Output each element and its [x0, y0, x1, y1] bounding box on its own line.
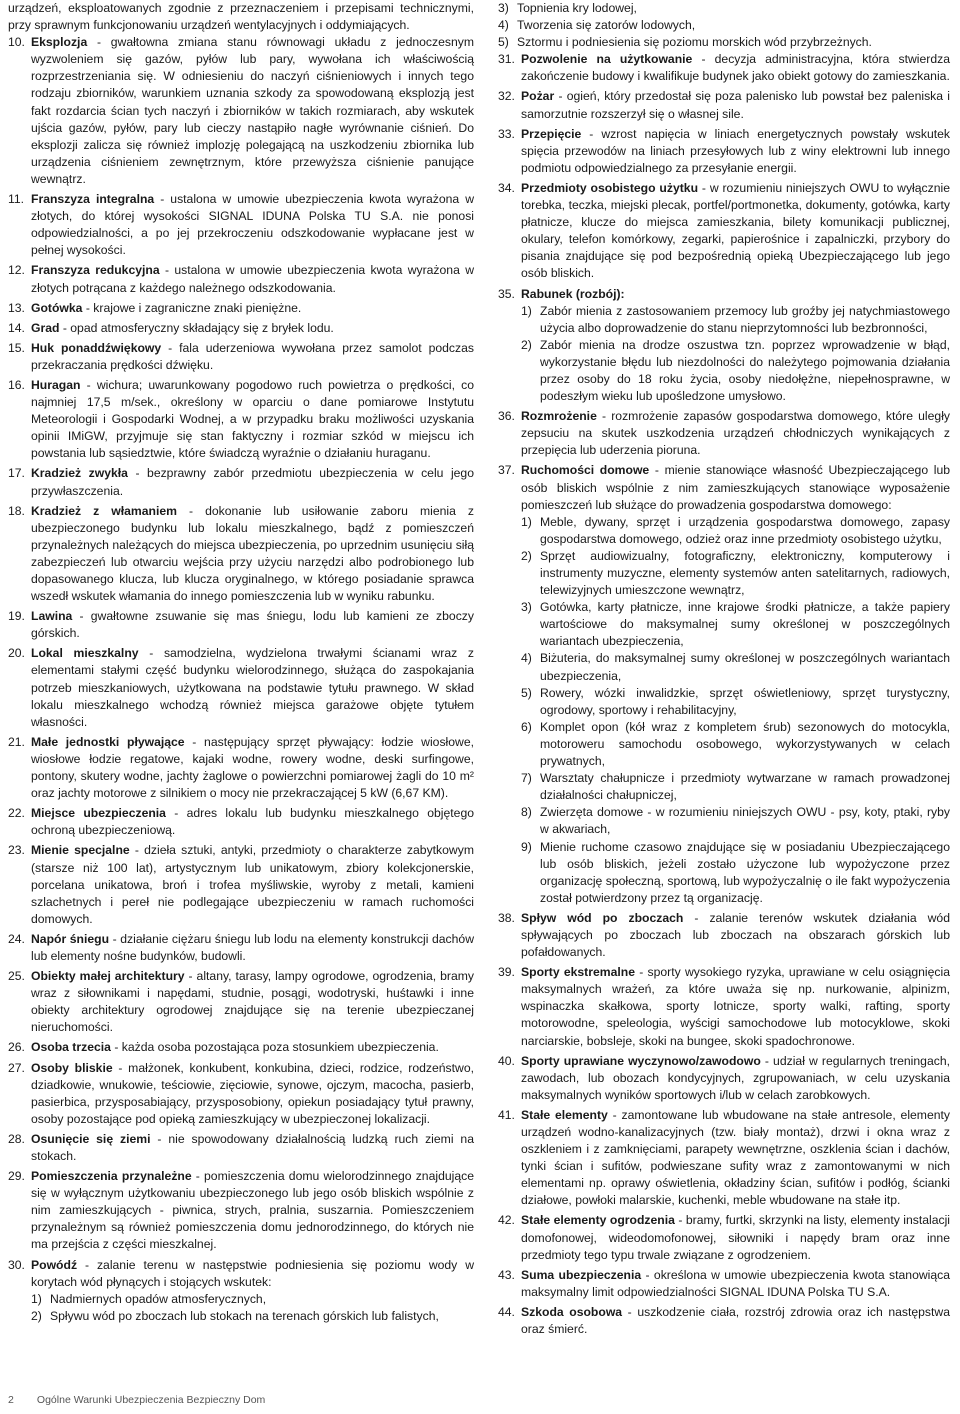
- definition-item: [8, 734, 474, 802]
- definition-number: 11.: [8, 192, 25, 207]
- definition-item: [498, 910, 950, 961]
- sublist-item-number: 8): [521, 805, 532, 820]
- definition-term: Sporty ekstremalne: [521, 965, 635, 980]
- definition-text: - zalanie terenów wskutek działania wód spływających po zboczach lub zboczach na obszarach górskich lub pofałdowanych.: [521, 910, 950, 960]
- definition-number: 44.: [498, 1304, 515, 1319]
- sublist-item: [521, 685, 950, 719]
- definition-term: Przedmioty osobistego użytku: [521, 180, 699, 195]
- definition-item: [498, 1212, 950, 1263]
- definition-item: [8, 34, 474, 188]
- definition-number: 40.: [498, 1053, 515, 1068]
- definition-term: Spływ wód po zboczach: [521, 910, 684, 925]
- sublist-item-text: Komplet opon (kół wraz z kompletem śrub) sezonowych do motocykla, motoroweru samochodu osobowego, wykorzystywanych w celach prywatnych,: [540, 719, 950, 769]
- sublist-item: [521, 770, 950, 804]
- definition-number: 32.: [498, 89, 515, 104]
- definition-term: Osoba trzecia: [31, 1040, 111, 1055]
- definition-item: [498, 1053, 950, 1104]
- sublist-item-number: 7): [521, 771, 532, 786]
- sublist-item-number: 9): [521, 839, 532, 854]
- definition-term: Stałe elementy: [521, 1107, 608, 1122]
- definition-item: [8, 320, 474, 337]
- right-definitions-list: [498, 51, 950, 1338]
- sublist-item-text: Gotówka, karty płatnicze, inne krajowe środki płatnicze, a także papiery wartościowe do maksymalnej sumy określonej w poszczególnych wariantach ubezpieczenia,: [540, 600, 950, 649]
- definition-text: - samodzielna, wydzielona trwałymi ścianami wraz z elementami stałymi część budynku wielorodzinnego, służąca do zaspokajania potrzeb mieszkaniowych, użytkowana na podstawie tytułu prawnego. W skład lokalu mieszkalnego wchodzą również miejsca garażowe objęte tytułem własności.: [31, 646, 474, 729]
- definition-number: 38.: [498, 910, 515, 925]
- definition-number: 10.: [8, 35, 25, 50]
- sublist-item-text: Zabór mienia na drodze oszustwa tzn. poprzez wprowadzenie w błąd, wykorzystanie błędu lub niezdolności do należytego pojmowania działania przez osoby do 18 roku życia, osoby niedołężne, niepełnosprawne, w podeszłym wieku lub upośledzone umysłowo.: [540, 337, 950, 404]
- definition-text: - sporty wysokiego ryzyka, uprawiane w celu osiągnięcia maksymalnych wrażeń, za które uważa się np. nurkowanie, alpinizm, wspinaczka skałkowa, sporty lotnicze, sporty walki, rafting, sporty motorowodne, speleologia, wyścigi samochodowe lub motocyklowe, skoki narciarskie, bobsleje, skoki na bungee, skoki spadochronowe.: [521, 965, 951, 1048]
- definition-text: - w rozumieniu niniejszych OWU to wyłącznie torebka, teczka, miejski plecak, portfel/portmonetka, dokumenty, gotówka, karty płatnicze, klucze do miejsca zamieszkania, bilety komunikacji publicznej, okulary, telefon komórkowy, zegarki, papierośnice i zapalniczki, przybory do pisania znajdujące się pod bezpośrednią opieką Ubezpieczającego lub jego osób bliskich.: [521, 180, 950, 281]
- definition-item: [498, 1107, 950, 1210]
- definition-item: [8, 300, 474, 317]
- definition-text: - gwałtowna zmiana stanu równowagi układu z jednoczesnym wyzwoleniem się gazów, pyłów lub pary, wywołana ich właściwością rozprzestrzeniania się. W odniesieniu do naczyń ciśnieniowych i innych tego rodzaju zbiorników, warunkiem uznania szkody za spowodowaną eksplozją jest fakt rozdarcia ścian tych naczyń i zbiorników w takich rozmiarach, aby wskutek ujścia gazów, pyłów, pary lub cieczy nastąpiło nagłe wyrównanie ciśnień. Do eksplozji zalicza się również implozję polegającą na uszkodzeniu zbiornika lub urządzenia ciśnieniem zewnętrznym, które przewyższa ciśnienie panujące wewnątrz.: [31, 35, 474, 186]
- sublist-item-text: Meble, dywany, sprzęt i urządzenia gospodarstwa domowego, zapasy gospodarstwa domowego, odzież oraz inne przedmioty osobistego użytku,: [540, 514, 950, 546]
- definition-item: [8, 1060, 474, 1128]
- definition-number: 20.: [8, 646, 25, 661]
- definition-term: Pozwolenie na użytkowanie: [521, 52, 693, 67]
- definition-term: Eksplozja: [31, 35, 88, 50]
- definition-sublist: [521, 514, 950, 907]
- definition-text: - nie spowodowany działalnością ludzką ruch ziemi na stokach.: [31, 1131, 474, 1163]
- definition-text: - następujący sprzęt pływający: łodzie wiosłowe, wiosłowe łodzie regatowe, kajaki wodne, rowery wodne, deski surfingowe, pontony, skutery wodne, jachty żaglowe o powierzchni pomiarowej żagli do 10 m² oraz jachty motorowe z silnikiem o mocy nie przekraczającej 5 kW (6,67 KM).: [31, 734, 474, 801]
- definition-item: [8, 931, 474, 965]
- sublist-item-number: 1): [521, 303, 532, 318]
- definition-text: - altany, tarasy, lampy ogrodowe, ogrodzenia, bramy wraz z siłownikami i napędami, studnie, posągi, wodotryski, huśtawki i inne obiekty architektury ogrodowej znajdujące się na terenie ubezpieczanej nieruchomości.: [31, 969, 474, 1035]
- definition-term: Miejsce ubezpieczenia: [31, 806, 166, 821]
- definition-text: - ustalona w umowie ubezpieczenia kwota wyrażona w złotych, do której wysokości SIGNAL IDUNA Polska TU S.A. nie ponosi odpowiedzialności, a po jej przekroczeniu odszkodowanie wypłacane jest w pełnej wysokości.: [31, 192, 475, 258]
- definition-term: Pomieszczenia przynależne: [31, 1169, 192, 1184]
- definition-term: Lokal mieszkalny: [31, 646, 139, 661]
- definition-item: [8, 842, 474, 927]
- definition-term: Suma ubezpieczenia: [521, 1267, 642, 1282]
- definition-text: - ogień, który przedostał się poza palenisko lub powstał bez paleniska i samorzutnie rozszerzył się o własnej sile.: [521, 89, 950, 121]
- sublist-item-text: Rowery, wózki inwalidzkie, sprzęt oświetleniowy, sprzęt turystyczny, ogrodowy, sportowy i rehabilitacyjny,: [540, 685, 950, 717]
- sublist-item: [521, 599, 950, 650]
- sublist-item: [521, 548, 950, 599]
- definition-text: - każda osoba pozostająca poza stosunkiem ubezpieczenia.: [110, 1040, 439, 1055]
- definition-term: Obiekty małej architektury: [31, 969, 185, 984]
- sublist-item: [521, 303, 950, 337]
- definition-text: - działanie ciężaru śniegu lub lodu na elementy konstrukcji dachów lub elementy nośne budynków, budowli.: [31, 931, 475, 963]
- definition-term: Szkoda osobowa: [521, 1304, 623, 1319]
- definition-number: 28.: [8, 1131, 25, 1146]
- definition-text: - bezprawny zabór przedmiotu ubezpieczenia w celu jego przywłaszczenia.: [31, 466, 474, 498]
- sublist-item-text: Sztormu i podniesienia się poziomu morskich wód przybrzeżnych.: [517, 35, 872, 50]
- definition-number: 41.: [498, 1107, 515, 1122]
- definition-item: [8, 377, 474, 462]
- definition-number: 30.: [8, 1257, 25, 1272]
- definition-number: 36.: [498, 409, 515, 424]
- definition-number: 25.: [8, 969, 25, 984]
- definition-term: Huragan: [31, 377, 81, 392]
- page-footer: [8, 1394, 265, 1406]
- definition-term: Kradzież zwykła: [31, 466, 128, 481]
- definition-text: - adres lokalu lub budynku mieszkalnego objętego ochroną ubezpieczeniową.: [31, 806, 474, 838]
- definition-term: Rozmrożenie: [521, 409, 597, 424]
- definition-term: Przepięcie: [521, 126, 582, 141]
- definition-number: 17.: [8, 466, 25, 481]
- sublist-item: [498, 17, 950, 34]
- definition-term: Huk ponaddźwiękowy: [31, 340, 162, 355]
- definition-item: [498, 1267, 950, 1301]
- sublist-item: [521, 804, 950, 838]
- sublist-item-text: Zabór mienia z zastosowaniem przemocy lub groźby jej natychmiastowego użycia albo doprowadzenie do stanu nieprzytomności lub bezbronności,: [540, 303, 950, 335]
- definition-number: 33.: [498, 126, 515, 141]
- sublist-item-text: Nadmiernych opadów atmosferycznych,: [50, 1291, 267, 1306]
- definition-text: - fala uderzeniowa wywołana przez samolot podczas przekraczania prędkości dźwięku.: [31, 340, 474, 372]
- definition-sublist: [31, 1291, 474, 1325]
- definition-text: - krajowe i zagraniczne znaki pieniężne.: [82, 300, 302, 315]
- sublist-item-number: 5): [521, 685, 532, 700]
- sublist-item: [521, 337, 950, 405]
- definition-item: [498, 88, 950, 122]
- sublist-item-text: Topnienia kry lodowej,: [517, 1, 637, 15]
- definition-item: [498, 462, 950, 906]
- definition-number: 16.: [8, 377, 25, 392]
- definition-number: 22.: [8, 806, 25, 821]
- definition-text: - gwałtowne zsuwanie się mas śniegu, lodu lub kamieni ze zboczy górskich.: [31, 609, 474, 641]
- definition-item: [498, 286, 950, 406]
- definition-number: 35.: [498, 286, 515, 301]
- definition-text: - zalanie terenu w następstwie podniesienia się poziomu wody w korytach wód płynących i stojących wskutek:: [31, 1257, 474, 1289]
- definition-term: Gotówka: [31, 300, 83, 315]
- definition-item: [8, 262, 474, 296]
- definition-term: Ruchomości domowe: [521, 463, 650, 478]
- continued-paragraph: urządzeń, eksploatowanych zgodnie z przeznaczeniem i przepisami technicznymi, przy sprawnym funkcjonowaniu urządzeń wentylacyjnych i oddymiających.: [8, 1, 474, 33]
- sublist-item-text: Tworzenia się zatorów lodowych,: [517, 18, 696, 33]
- definition-term: Napór śniegu: [31, 931, 110, 946]
- definition-number: 27.: [8, 1060, 25, 1075]
- definition-item: [8, 805, 474, 839]
- definition-item: [8, 1168, 474, 1253]
- sublist-item-text: Mienie ruchome czasowo znajdujące się w posiadaniu Ubezpieczającego lub osób bliskich, jeżeli zostało użyczone lub wypożyczone przez organizację społeczną, sportową, lub wypożyczalnię o ile fakt wypożyczenia został potwierdzony przez tą organizację.: [540, 839, 950, 905]
- sublist-item-number: 3): [521, 600, 532, 615]
- definition-number: 12.: [8, 263, 25, 278]
- left-definitions-list: [8, 34, 474, 1325]
- sublist-item: [521, 719, 950, 770]
- definition-item: [498, 126, 950, 177]
- definition-item: [498, 180, 950, 283]
- definition-text: - małżonek, konkubent, konkubina, dzieci, rodzice, rodzeństwo, dziadkowie, wnukowie, teściowie, zięciowie, synowe, ojczym, macocha, pasierb, pasierbica, przysposabiający, przysposobiony, opiekun posiadający tytuł prawny, osoby pozostające pod opieką zamieszkujący w ubezpieczonej lokalizacji.: [31, 1060, 474, 1126]
- right-column: [498, 0, 950, 1338]
- definition-term: Małe jednostki pływające: [31, 734, 185, 749]
- definition-text: - zamontowane lub wbudowane na stałe antresole, elementy urządzeń wodno-kanalizacyjnych (tzw. biały montaż), drzwi i okna wraz z oszkleniem i z zamknięciami, parapety wewnętrzne, oszklenia ścian i dachów, tynki ścian i sufitów, podwieszane sufity wraz z zamontowanymi w nich elementami np. oprawy oświetlenia, okładziny ścian, sufitów i podłóg, ścianki działowe, powłoki malarskie, kuchenki, meble wbudowane na stałe itp.: [521, 1107, 950, 1208]
- sublist-item-number: 6): [521, 719, 532, 734]
- sublist-item-text: Zwierzęta domowe - w rozumieniu niniejszych OWU - psy, koty, ptaki, ryby w akwariach,: [540, 805, 950, 837]
- sublist-item-number: 5): [498, 35, 509, 50]
- definition-term: Osunięcie się ziemi: [31, 1131, 151, 1146]
- definition-term: Powódź: [31, 1257, 78, 1272]
- sublist-item-text: Spływu wód po zboczach lub stokach na terenach górskich lub falistych,: [50, 1308, 439, 1323]
- sublist-item-number: 3): [498, 1, 509, 15]
- definition-number: 29.: [8, 1169, 25, 1184]
- definition-term: Franszyza redukcyjna: [31, 263, 160, 278]
- definition-text: - bramy, furtki, skrzynki na listy, elementy instalacji domofonowej, wideodomofonowej, siłowniki i napędy bram oraz inne przedmioty tego typu trwale związane z ogrodzeniem.: [521, 1213, 950, 1262]
- sublist-item: [521, 839, 950, 907]
- definition-item: [498, 1304, 950, 1338]
- definition-text: - określona w umowie ubezpieczenia kwota stanowiąca maksymalny limit odpowiedzialności SIGNAL IDUNA Polska TU S.A.: [521, 1267, 951, 1299]
- definition-number: 13.: [8, 300, 25, 315]
- definition-number: 34.: [498, 180, 515, 195]
- sublist-item: [521, 650, 950, 684]
- sublist-item-number: 2): [521, 548, 532, 563]
- sublist-item: [31, 1308, 474, 1325]
- definition-text: - opad atmosferyczny składający się z bryłek lodu.: [59, 320, 334, 335]
- definition-text: - udział w regularnych treningach, zawodach, lub obozach kondycyjnych, zgrupowaniach, w celu uzyskania maksymalnych wyników sportowych i/lub w celach zarobkowych.: [521, 1053, 950, 1102]
- definition-term: Stałe elementy ogrodzenia: [521, 1213, 675, 1228]
- definition-text: - rozmrożenie zapasów gospodarstwa domowego, które uległy zepsuciu na skutek uszkodzenia urządzeń chłodniczych wynikających z przepięcia lub uderzenia pioruna.: [521, 409, 950, 458]
- definition-text: - uszkodzenie ciała, rozstrój zdrowia oraz ich następstwa oraz śmierć.: [521, 1304, 950, 1337]
- definition-item: [8, 191, 474, 259]
- definition-number: 19.: [8, 609, 25, 624]
- sublist-item-number: 1): [31, 1291, 42, 1306]
- definition-text: - dzieła sztuki, antyki, przedmioty o charakterze zabytkowym (starsze niż 100 lat), artystycznym lub unikatowym, zbiory kolekcjonerskie, porcelana unikatowa, broń i trofea myśliwskie, wyroby z metali, kamieni szlachetnych i pereł nie podlegające ubezpieczeniu w ramach ruchomości domowych.: [31, 843, 474, 926]
- sublist-item: [498, 0, 950, 17]
- definition-number: 23.: [8, 843, 25, 858]
- definition-term: Kradzież z włamaniem: [31, 503, 177, 518]
- sublist-item-number: 1): [521, 514, 532, 529]
- sublist-item-number: 4): [521, 651, 532, 666]
- definition-term: Franszyza integralna: [31, 192, 155, 207]
- definition-item: [498, 51, 950, 85]
- definition-item: [8, 968, 474, 1036]
- definition-number: 18.: [8, 503, 25, 518]
- definition-item: [8, 1131, 474, 1165]
- definition-number: 42.: [498, 1213, 515, 1228]
- definition-item: [8, 465, 474, 499]
- definition-text: - ustalona w umowie ubezpieczenia kwota wyrażona w złotych potrącana z każdego należnego odszkodowania.: [31, 263, 474, 295]
- sublist-item-number: 4): [498, 18, 509, 33]
- sublist-item-text: Biżuteria, do maksymalnej sumy określonej w poszczególnych wariantach ubezpieczenia,: [540, 651, 950, 683]
- definition-number: 24.: [8, 931, 25, 946]
- page-number: 2: [8, 1394, 14, 1406]
- definition-number: 15.: [8, 340, 25, 355]
- continued-sublist: [498, 0, 950, 51]
- definition-number: 31.: [498, 52, 515, 67]
- definition-item: [8, 1039, 474, 1056]
- footer-title: Ogólne Warunki Ubezpieczenia Bezpieczny Dom: [36, 1394, 266, 1406]
- definition-term: Osoby bliskie: [31, 1060, 113, 1075]
- definition-number: 21.: [8, 734, 25, 749]
- sublist-item: [31, 1291, 474, 1308]
- definition-term: Sporty uprawiane wyczynowo/zawodowo: [521, 1053, 761, 1068]
- definition-number: 37.: [498, 463, 515, 478]
- definition-item: [8, 645, 474, 730]
- definition-number: 39.: [498, 965, 515, 980]
- sublist-item-text: Sprzęt audiowizualny, fotograficzny, elektroniczny, komputerowy i instrumenty muzyczne, elementy systemów anten satelitarnych, radiowych, telewizyjnych umieszczone wewnątrz,: [540, 548, 950, 598]
- definition-item: [8, 1257, 474, 1325]
- definition-text: - wichura; uwarunkowany pogodowo ruch powietrza o prędkości, co najmniej 17,5 m/sek., określony w oparciu o dane pomiarowe Instytutu Meteorologii i Gospodarki Wodnej, a w przypadku braku możliwości uzyskania opinii IMiGW, przyjmuje się stan faktyczny i rozmiar szkód w miejscu ich powstania lub sąsiedztwie, które świadczą wyraźnie o działaniu huraganu.: [31, 377, 474, 461]
- definition-term: Lawina: [31, 609, 73, 624]
- definition-text: - decyzja administracyjna, która stwierdza zakończenie budowy i kwalifikuje budynek jako obiekt gotowy do zamieszkania.: [521, 52, 950, 84]
- sublist-item-number: 2): [31, 1308, 42, 1323]
- definition-text: - mienie stanowiące własność Ubezpieczającego lub osób bliskich wspólnie z nim zamieszkujących stanowiące wyposażenie pomieszczeń lub służące do prowadzenia gospodarstwa domowego:: [521, 463, 951, 512]
- definition-term: Mienie specjalne: [31, 843, 130, 858]
- definition-number: 26.: [8, 1040, 25, 1055]
- definition-number: 43.: [498, 1267, 515, 1282]
- definition-text: - pomieszczenia domu wielorodzinnego znajdujące się w wyłącznym użytkowaniu ubezpieczonego lub jego osób bliskich wspólnie z nim zamieszkujących - piwnica, strych, pralnia, suszarnia. Pomieszczeniem przynależnym są również pomieszczenia domu jednorodzinnego, do których nie ma przejścia z części mieszkalnej.: [31, 1169, 474, 1252]
- definition-term: Rabunek (rozbój):: [521, 286, 625, 301]
- sublist-item: [498, 34, 950, 51]
- sublist-item: [521, 514, 950, 548]
- sublist-item-text: Warsztaty chałupnicze i przedmioty wytwarzane w ramach prowadzonej działalności chałupniczej,: [540, 771, 950, 803]
- definition-item: [498, 964, 950, 1049]
- definition-item: [8, 608, 474, 642]
- definition-item: [8, 340, 474, 374]
- definition-term: Grad: [31, 320, 60, 335]
- definition-text: - dokonanie lub usiłowanie zaboru mienia z ubezpieczonego budynku lub lokalu mieszkalnego, bądź z pomieszczeń przynależnych należących do miejsca ubezpieczenia, po uprzednim usunięciu siłą zabezpieczeń lub otwarciu wejścia przy użyciu narzędzi albo podrobionego lub dopasowanego klucza, lub klucza oryginalnego, w którego posiadanie sprawca wszedł wskutek włamania do innego pomieszczenia lub w wyniku rabunku.: [31, 503, 474, 604]
- definition-text: - wzrost napięcia w liniach energetycznych powstały wskutek spięcia przewodów na liniach przesyłowych lub z winy elektrowni lub innego podmiotu odpowiedzialnego za przesyłanie energii.: [521, 126, 950, 175]
- left-column: [8, 0, 474, 1325]
- definition-sublist: [521, 303, 950, 406]
- definition-term: Pożar: [521, 89, 555, 104]
- definition-item: [8, 503, 474, 606]
- definition-item: [498, 408, 950, 459]
- definition-number: 14.: [8, 320, 25, 335]
- sublist-item-number: 2): [521, 337, 532, 352]
